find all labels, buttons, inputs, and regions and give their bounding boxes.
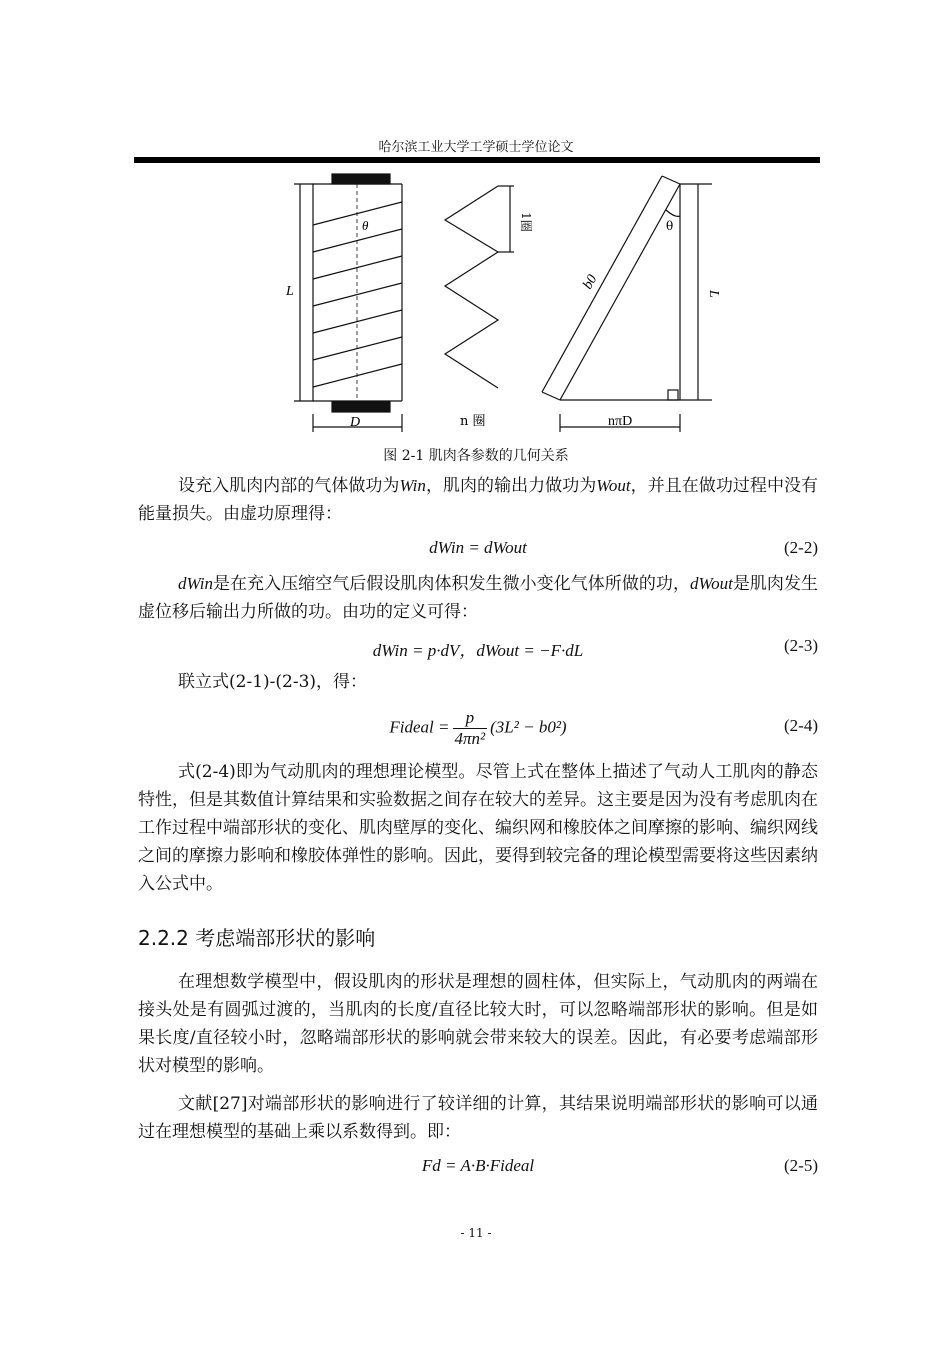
running-header: 哈尔滨工业大学工学硕士学位论文 [378, 140, 574, 155]
dw-in-symbol: dWin [178, 574, 213, 593]
fraction: $\frac{p}{\text{4πn²}}$ [454, 708, 486, 748]
figure-caption: 图 2-1 肌肉各参数的几何关系 [383, 448, 569, 464]
paragraph-6: 文献[27]对端部形状的影响进行了较详细的计算，其结果说明端部形状的影响可以通过在理想模型的基础上乘以系数得到。即： [138, 1094, 818, 1142]
theta-label-right: θ [666, 219, 674, 233]
length-label-right: L [706, 290, 721, 298]
triangle-diagram [542, 176, 712, 432]
section-heading: 2.2.2 考虑端部形状的影响 [138, 926, 376, 950]
zigzag-diagram [445, 186, 514, 388]
figure-2-1 [270, 170, 730, 440]
paragraph-2: dWin是在充入压缩空气后假设肌肉体积发生微小变化气体所做的功，dWout是肌肉发生虚位移后输出力所做的功。由功的定义可得： [138, 574, 819, 622]
equation-2-4: Fideal = $\frac{p}{\text{4πn²}}$ (3L² − b0²) (2-4) [389, 708, 818, 748]
cylinder-diagram [294, 174, 402, 432]
w-in-symbol: Win [399, 476, 426, 495]
header-rule [134, 157, 820, 163]
theta-label-left: θ [362, 218, 369, 233]
paragraph-5: 在理想数学模型中，假设肌肉的形状是理想的圆柱体，但实际上，气动肌肉的两端在接头处是有圆弧过渡的，当肌肉的长度/直径比较大时，可以忽略端部形状的影响。但是如果长度/直径较小时，忽略端部形状的影响就会带来较大的误差。因此，有必要考虑端部形状对模型的影响。 [138, 972, 818, 1076]
one-turn-label: 1圈 [519, 212, 533, 232]
equation-2-3: dWin = p·dV，dWout = −F·dL (2-3) [372, 636, 818, 660]
page-number: - 11 - [460, 1226, 492, 1240]
paragraph-4: 式(2-4)即为气动肌肉的理想理论模型。尽管上式在整体上描述了气动人工肌肉的静态特性，但是其数值计算结果和实验数据之间存在较大的差异。这主要是因为没有考虑肌肉在工作过程中端部形状的变化、肌肉壁厚的变化、编织网和橡胶体之间摩擦的影响、编织网线之间的摩擦力影响和橡胶体弹性的影响。因此，要得到较完备的理论模型需要将这些因素纳入公式中。 [138, 762, 818, 894]
equation-2-2: dWin = dWout (2-2) [429, 538, 818, 557]
paragraph-1: 设充入肌肉内部的气体做功为Win，肌肉的输出力做功为Wout，并且在做功过程中没有能量损失。由虚功原理得： [138, 476, 819, 524]
length-label-left: L [286, 284, 294, 299]
dw-out-symbol: dWout [690, 574, 733, 593]
n-turns-label: n 圈 [460, 414, 486, 429]
paragraph-3: 联立式(2-1)-(2-3)，得： [178, 672, 368, 692]
w-out-symbol: Wout [596, 476, 631, 495]
b0-label: b0 [580, 272, 601, 292]
npid-label: nπD [608, 414, 633, 429]
equation-2-5: Fd = A·B·Fideal (2-5) [421, 1156, 818, 1175]
diameter-label: D [350, 415, 361, 430]
